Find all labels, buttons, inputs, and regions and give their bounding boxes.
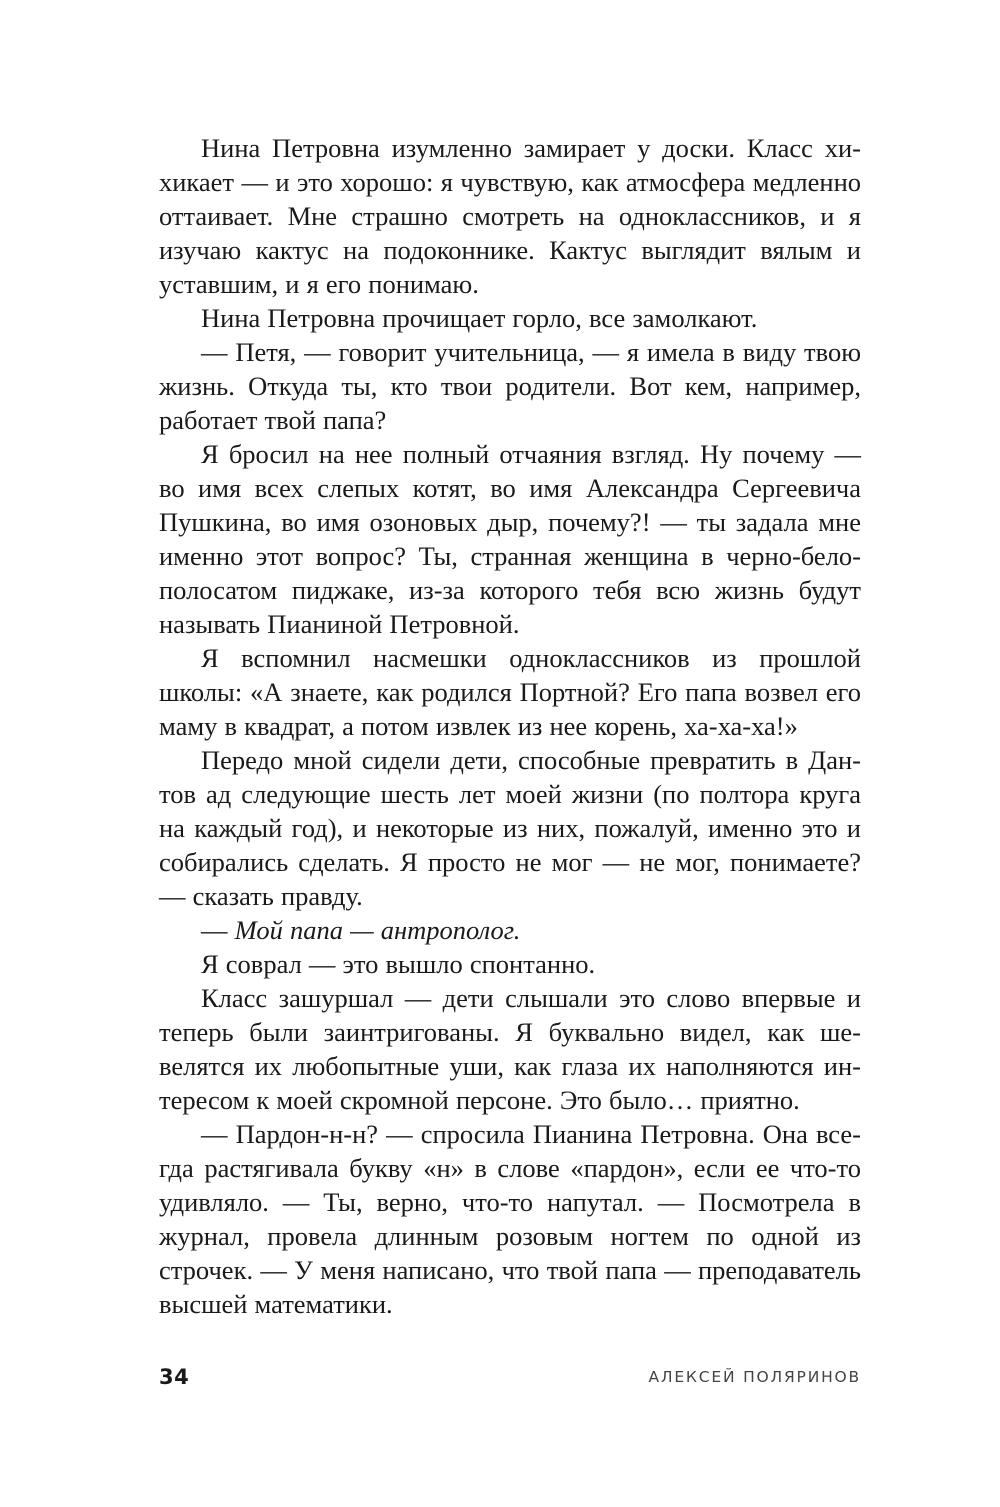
paragraph-4: Я бросил на нее полный отчаяния взгляд. Ну почему — во имя всех слепых котят, во имя Александра Сергеевича Пушкина, во имя озоновых дыр, почему?! — ты задала мне именно этот вопрос? Ты, странная женщина в черно-белополосатом пиджаке, из-за которого тебя всю жизнь будут называть Пианиной Петровной. (159, 439, 861, 639)
paragraph-6: Передо мной сидели дети, способные превратить в Дантов ад следующие шесть лет моей жизни (по полтора круга на каждый год), и некоторые из них, пожалуй, именно это и собирались сделать. Я просто не мог — не мог, понимаете? — сказать правду. (159, 745, 861, 911)
dialogue-italic-text: Мой папа — антрополог. (234, 915, 521, 945)
page-footer (159, 1365, 861, 1395)
dialogue-dash: — (201, 915, 235, 945)
paragraph-2: Нина Петровна прочищает горло, все замолкают. (201, 303, 758, 333)
paragraph-3: — Петя, — говорит учительница, — я имела в виду твою жизнь. Откуда ты, кто твои родители. Вот кем, например, работает твой папа? (159, 337, 861, 435)
paragraph-1: Нина Петровна изумленно замирает у доски. Класс хихикает — и это хорошо: я чувствую, как атмосфера медленно оттаивает. Мне страшно смотреть на одноклассников, и я изучаю кактус на подоконнике. Кактус выглядит вялым и уставшим, и я его понимаю. (159, 133, 861, 299)
running-title: АЛЕКСЕЙ ПОЛЯРИНОВ (648, 1368, 861, 1386)
page-number: 34 (159, 1365, 190, 1389)
paragraph-5: Я вспомнил насмешки одноклассников из прошлой школы: «А знаете, как родился Портной? Его папа возвел его маму в квадрат, а потом извлек из нее корень, ха-ха-ха!» (159, 643, 861, 741)
body-text (159, 131, 861, 1321)
paragraph-8: Класс зашуршал — дети слышали это слово впервые и теперь были заинтригованы. Я буквально видел, как шевелятся их любопытные уши, как глаза их наполняются интересом к моей скромной персоне. Это было… приятно. (159, 983, 861, 1115)
paragraph-7: Я соврал — это вышло спонтанно. (201, 949, 596, 979)
paragraph-9: — Пардон-н-н? — спросила Пианина Петровна. Она всегда растягивала букву «н» в слове «пардон», если ее что-то удивляло. — Ты, верно, что-то напутал. — Посмотрела в журнал, провела длинным розовым ногтем по одной из строчек. — У меня написано, что твой папа — преподаватель высшей математики. (159, 1119, 861, 1319)
dialogue-line (159, 913, 861, 947)
